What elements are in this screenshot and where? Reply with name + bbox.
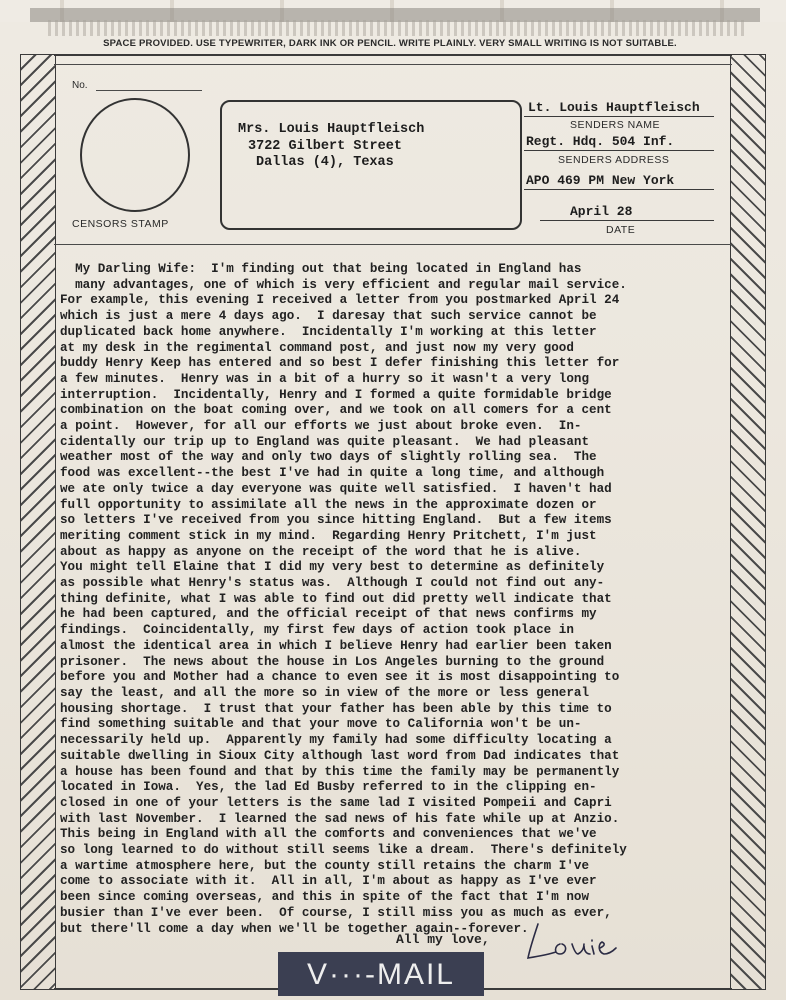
letter-line: prisoner. The news about the house in Los Angeles burning to the ground — [60, 654, 605, 669]
letter-line: before you and Mother had a chance to even see it is most disappointing to — [60, 670, 620, 685]
censors-stamp-circle — [80, 98, 190, 212]
letter-line: cidentally our trip up to England was quite pleasant. We had pleasant — [60, 434, 590, 449]
letter-line: a wartime atmosphere here, but the county still retains the charm I've — [60, 858, 590, 873]
letter-line: closed in one of your letters is the same lad I visited Pompeii and Capri — [60, 795, 612, 810]
sender-name: Lt. Louis Hauptfleisch — [528, 100, 700, 115]
letter-line: busier than I've ever been. Of course, I still miss you as much as ever, — [60, 905, 612, 920]
letter-line: at my desk in the regimental command post, and just now my very good — [60, 340, 574, 355]
letter-line: find something suitable and that your move to California won't be un- — [60, 717, 582, 732]
letter-line: so long learned to do without still seems like a dream. There's definitely — [60, 843, 627, 858]
letter-line: weather most of the way and only two days of slightly rolling sea. The — [60, 450, 597, 465]
sender-name-line — [524, 116, 714, 117]
letter-line: but there'll come a day when we'll be together again--forever. — [60, 921, 529, 936]
letter-line: we ate only twice a day everyone was quite well satisfied. I haven't had — [60, 481, 612, 496]
recipient-city: Dallas (4), Texas — [256, 155, 394, 170]
letter-line: a house has been found and that by this time the family may be permanently — [60, 764, 620, 779]
censors-stamp-label: CENSORS STAMP — [72, 218, 169, 230]
letter-line: duplicated back home anywhere. Incidentally I'm working at this letter — [60, 324, 597, 339]
letter-date: April 28 — [570, 204, 633, 219]
letter-line: You might tell Elaine that I did my very best to determine as definitely — [60, 560, 605, 575]
letter-line: thing definite, what I was able to find out did pretty well indicate that — [60, 591, 612, 606]
letter-line: which is just a mere 4 days ago. I daresay that such service cannot be — [60, 309, 597, 324]
sender-address-line — [524, 150, 714, 151]
number-label: No. — [72, 80, 88, 91]
letter-line: housing shortage. I trust that your father has been able by this time to — [60, 701, 612, 716]
letter-line: located in Iowa. Yes, the lad Ed Busby referred to in the clipping en- — [60, 780, 597, 795]
number-line — [96, 90, 202, 91]
sender-address-line2: APO 469 PM New York — [526, 173, 675, 188]
sender-address-line2-rule — [524, 189, 714, 190]
letter-line: a few minutes. Henry was in a bit of a hurry so it wasn't a very long — [60, 371, 590, 386]
senders-address-label: SENDERS ADDRESS — [558, 154, 670, 166]
letter-line: about as happy as anyone on the receipt of the word that he is alive. — [60, 544, 582, 559]
letter-line: with last November. I learned the sad news of his fate while up at Anzio. — [60, 811, 620, 826]
letter-line: so letters I've received from you since hitting England. But a few items — [60, 513, 612, 528]
letter-line: necessarily held up. Apparently my family had some difficulty locating a — [60, 733, 612, 748]
recipient-name: Mrs. Louis Hauptfleisch — [238, 122, 425, 137]
letter-line: a point. However, for all our efforts we just about broke even. In- — [60, 419, 582, 434]
header-divider — [54, 244, 732, 245]
letter-line: This being in England with all the comforts and conveniences that we've — [60, 827, 597, 842]
vmail-logo: V···-MAIL — [278, 952, 484, 996]
senders-name-label: SENDERS NAME — [570, 119, 661, 131]
letter-line: he had been captured, and the official receipt of that news confirms my — [60, 607, 597, 622]
letter-line: combination on the boat coming over, and we took on all comers for a cent — [60, 403, 612, 418]
letter-line: almost the identical area in which I believe Henry had earlier been taken — [60, 638, 612, 653]
letter-body — [60, 262, 730, 937]
letter-line: My Darling Wife: I'm finding out that being located in England has — [60, 262, 582, 276]
left-hatched-border — [20, 54, 56, 990]
handwritten-signature — [520, 918, 620, 966]
letter-line: For example, this evening I received a letter from you postmarked April 24 — [60, 293, 620, 308]
sender-address-line1: Regt. Hdq. 504 Inf. — [526, 134, 675, 149]
right-hatched-border — [730, 54, 766, 990]
date-line — [540, 220, 714, 221]
letter-line: buddy Henry Keep has entered and so best I defer finishing this letter for — [60, 356, 620, 371]
form-instructions: SPACE PROVIDED. USE TYPEWRITER, DARK INK OR PENCIL. WRITE PLAINLY. VERY SMALL WRITING IS NOT SUITABLE. — [103, 38, 677, 49]
letter-line: full opportunity to assimilate all the news in the approximate dozen or — [60, 497, 597, 512]
letter-line: been since coming overseas, and this in spite of the fact that I'm now — [60, 890, 590, 905]
cropped-header-text — [48, 20, 748, 36]
letter-line: food was excellent--the best I've had in quite a long time, and although — [60, 466, 605, 481]
letter-line: interruption. Incidentally, Henry and I formed a quite formidable bridge — [60, 387, 612, 402]
letter-line: say the least, and all the more so in view of the more or less general — [60, 685, 590, 700]
recipient-street: 3722 Gilbert Street — [248, 139, 402, 154]
letter-line: many advantages, one of which is very efficient and regular mail service. — [60, 277, 627, 292]
letter-line: as possible what Henry's status was. Although I could not find out any- — [60, 576, 605, 591]
letter-line: meriting comment stick in my mind. Regarding Henry Pritchett, I'm just — [60, 528, 597, 543]
letter-line: findings. Coincidentally, my first few days of action took place in — [60, 623, 574, 638]
letter-line: come to associate with it. All in all, I'm about as happy as I've ever — [60, 874, 597, 889]
recipient-address-box — [220, 100, 522, 230]
letter-closing: All my love, — [396, 932, 490, 947]
letter-line: suitable dwelling in Sioux City although last word from Dad indicates that — [60, 748, 620, 763]
date-label: DATE — [606, 224, 636, 236]
